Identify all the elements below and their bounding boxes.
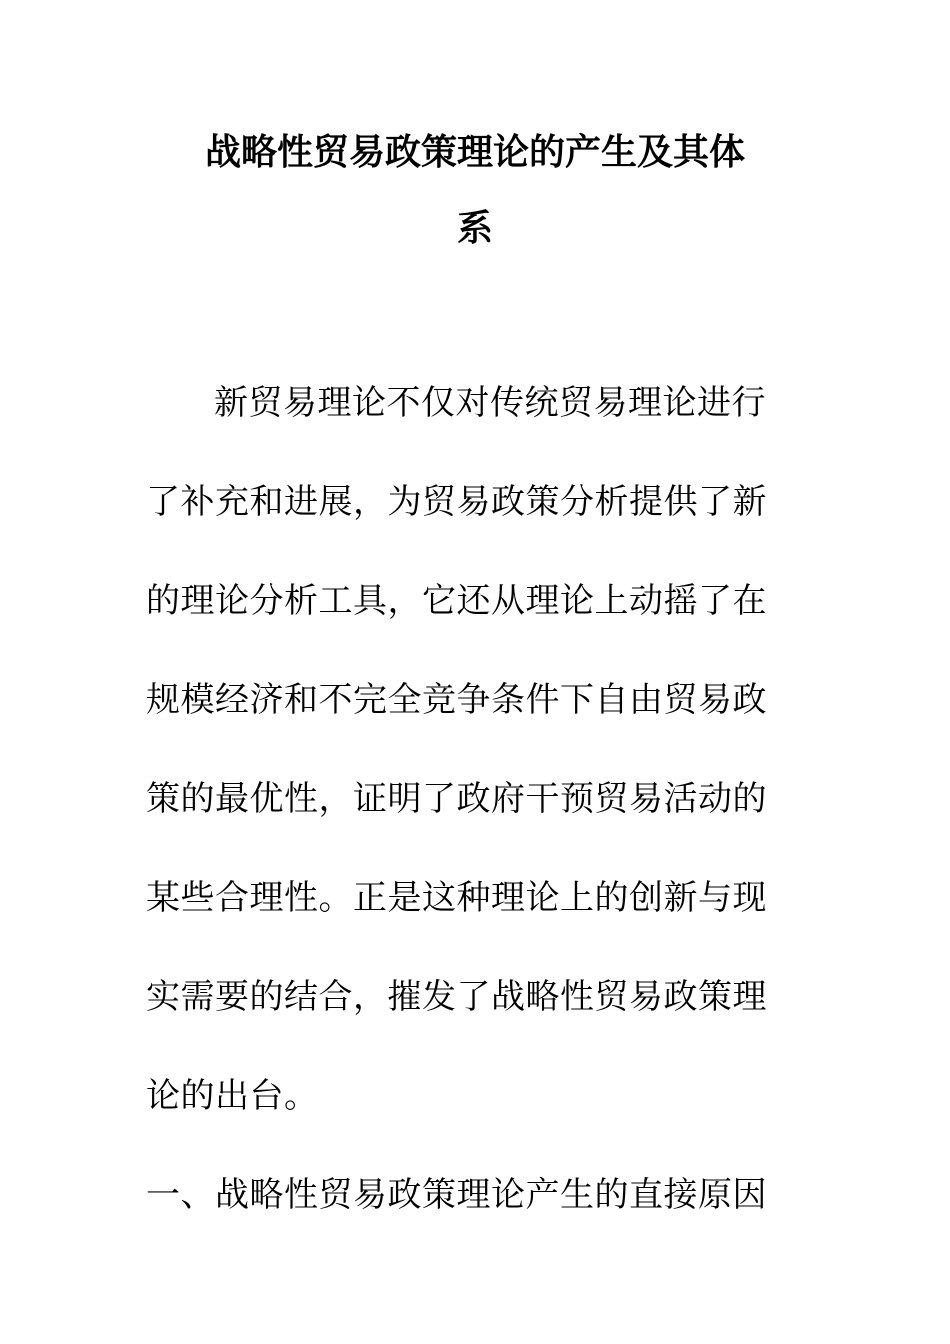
paragraph-line: 新贸易理论不仅对传统贸易理论进行 xyxy=(214,383,766,423)
section-heading: 一、战略性贸易政策理论产生的直接原因 xyxy=(146,1175,767,1215)
paragraph-line: 某些合理性。正是这种理论上的创新与现 xyxy=(146,878,767,918)
paragraph-line: 的理论分析工具，它还从理论上动摇了在 xyxy=(146,581,767,621)
document-title-line-2: 系 xyxy=(456,207,493,249)
paragraph-line: 规模经济和不完全竞争条件下自由贸易政 xyxy=(146,680,767,720)
paragraph-line: 论的出台。 xyxy=(146,1076,319,1116)
paragraph-line: 了补充和进展，为贸易政策分析提供了新 xyxy=(146,482,767,522)
paragraph-line: 实需要的结合，摧发了战略性贸易政策理 xyxy=(146,977,767,1017)
paragraph-line: 策的最优性，证明了政府干预贸易活动的 xyxy=(146,779,767,819)
document-title-line-1: 战略性贸易政策理论的产生及其体 xyxy=(204,131,745,173)
